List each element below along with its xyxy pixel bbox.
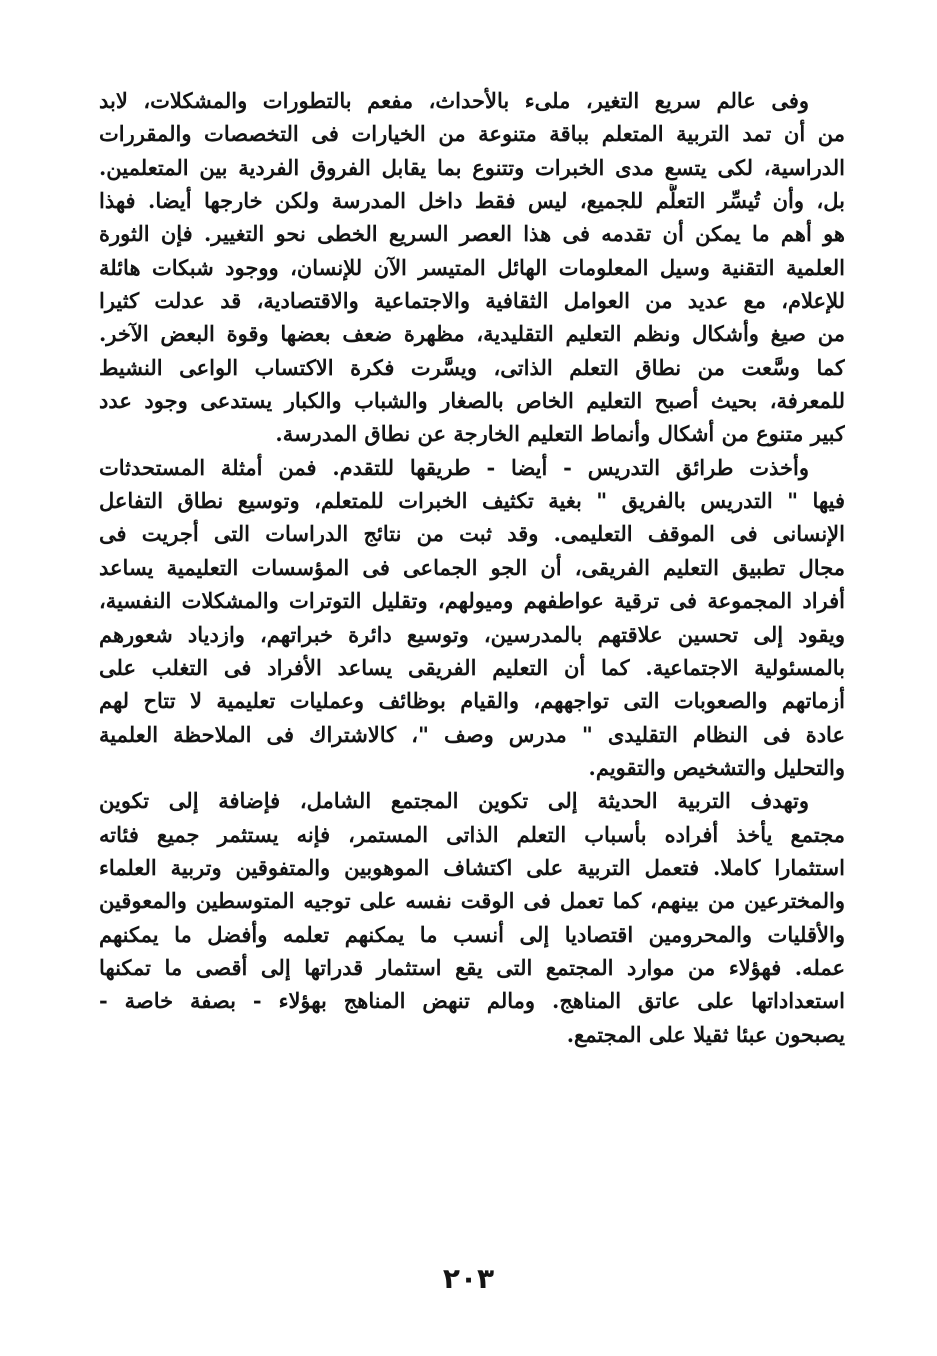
text-line: العلمية التقنية وسيل المعلومات الهائل المتيسر الآن للإنسان، ووجود شبكات هائلة	[99, 254, 845, 280]
text-line: الإنسانى فى الموقف التعليمى. وقد ثبت من نتائج الدراسات التى أجريت فى	[99, 521, 845, 547]
page-number: ٢٠٣	[442, 1262, 495, 1295]
text-line: استعداداتها على عاتق المناهج. ومالم تنهض المناهج بهؤلاء - بصفة خاصة -	[99, 988, 845, 1014]
text-line: عادة فى النظام التقليدى " مدرس وصف "، كالاشتراك فى الملاحظة العلمية	[99, 721, 845, 747]
paragraph-3	[99, 784, 845, 1051]
text-line: هو أهم ما يمكن أن تقدمه فى هذا العصر السريع الخطى نحو التغيير. فإن الثورة	[99, 221, 845, 247]
text-line: ويقود إلى تحسين علاقتهم بالمدرسين، وتوسيع دائرة خبراتهم، وازدياد شعورهم	[99, 621, 845, 647]
text-line: كبير متنوع من أشكال وأنماط التعليم الخارجة عن نطاق المدرسة.	[275, 421, 845, 447]
text-line: والتحليل والتشخيص والتقويم.	[588, 754, 845, 780]
paragraph-1	[99, 84, 845, 451]
text-line: يصبحون عبئا ثقيلا على المجتمع.	[566, 1021, 845, 1047]
text-line: من أن تمد التربية المتعلم بباقة متنوعة من الخيارات فى التخصصات والمقررات	[99, 121, 845, 147]
text-line: عمله. فهؤلاء من موارد المجتمع التى يقع استثمار قدراتها إلى أقصى ما تمكنها	[99, 954, 845, 980]
text-line: من صيغ وأشكال ونظم التعليم التقليدية، مظهرة ضعف بعضها وقوة البعض الآخر.	[99, 321, 845, 347]
text-line: للمعرفة، بحيث أصبح التعليم الخاص بالصغار والشباب والكبار يستدعى وجود عدد	[99, 388, 845, 414]
text-line: بل، وأن تُيسِّر التعلُّم للجميع، ليس فقط داخل المدرسة ولكن خارجها أيضا. فهذا	[99, 188, 845, 214]
text-line: وأخذت طرائق التدريس - أيضا - طريقها للتقدم. فمن أمثلة المستحدثات	[99, 454, 809, 480]
text-line: فيها " التدريس بالفريق " بغية تكثيف الخبرات للمتعلم، وتوسيع نطاق التفاعل	[99, 488, 845, 514]
text-line: أزماتهم والصعوبات التى تواجههم، والقيام بوظائف وعمليات تعليمية لا تتاح لهم	[99, 688, 845, 714]
text-line: وتهدف التربية الحديثة إلى تكوين المجتمع الشامل، فإضافة إلى تكوين	[99, 788, 809, 814]
text-line: مجال تطبيق التعليم الفريقى، أن الجو الجماعى فى المؤسسات التعليمية يساعد	[99, 554, 845, 580]
text-line: والأقليات والمحرومين اقتصاديا إلى أنسب ما يمكنهم تعلمه وأفضل ما يمكنهم	[99, 921, 845, 947]
text-line: للإعلام، مع عديد من العوامل الثقافية والاجتماعية والاقتصادية، قد عدلت كثيرا	[99, 288, 845, 314]
text-line: مجتمع يأخذ أفراده بأسباب التعلم الذاتى المستمر، فإنه يستثمر جميع فئاته	[99, 821, 845, 847]
text-line: وفى عالم سريع التغير، ملىء بالأحداث، مفعم بالتطورات والمشكلات، لابد	[99, 88, 809, 113]
text-line: والمخترعين من بينهم، كما تعمل فى الوقت نفسه على توجيه المتوسطين والمعوقين	[99, 888, 845, 914]
text-line: كما وسَّعت من نطاق التعلم الذاتى، ويسَّرت فكرة الاكتساب الواعى النشيط	[99, 354, 845, 380]
text-line: الدراسية، لكى يتسع مدى الخبرات وتتنوع بما يقابل الفروق الفردية بين المتعلمين.	[99, 154, 845, 180]
page-body	[99, 84, 845, 1194]
paragraph-2	[99, 451, 845, 784]
text-line: بالمسئولية الاجتماعية. كما أن التعليم الفريقى يساعد الأفراد فى التغلب على	[99, 654, 845, 680]
text-line: أفراد المجموعة فى ترقية عواطفهم وميولهم، وتقليل التوترات والمشكلات النفسية،	[99, 588, 845, 614]
text-line: استثمارا كاملا. فتعمل التربية على اكتشاف الموهوبين والمتفوقين وتربية العلماء	[99, 854, 845, 880]
